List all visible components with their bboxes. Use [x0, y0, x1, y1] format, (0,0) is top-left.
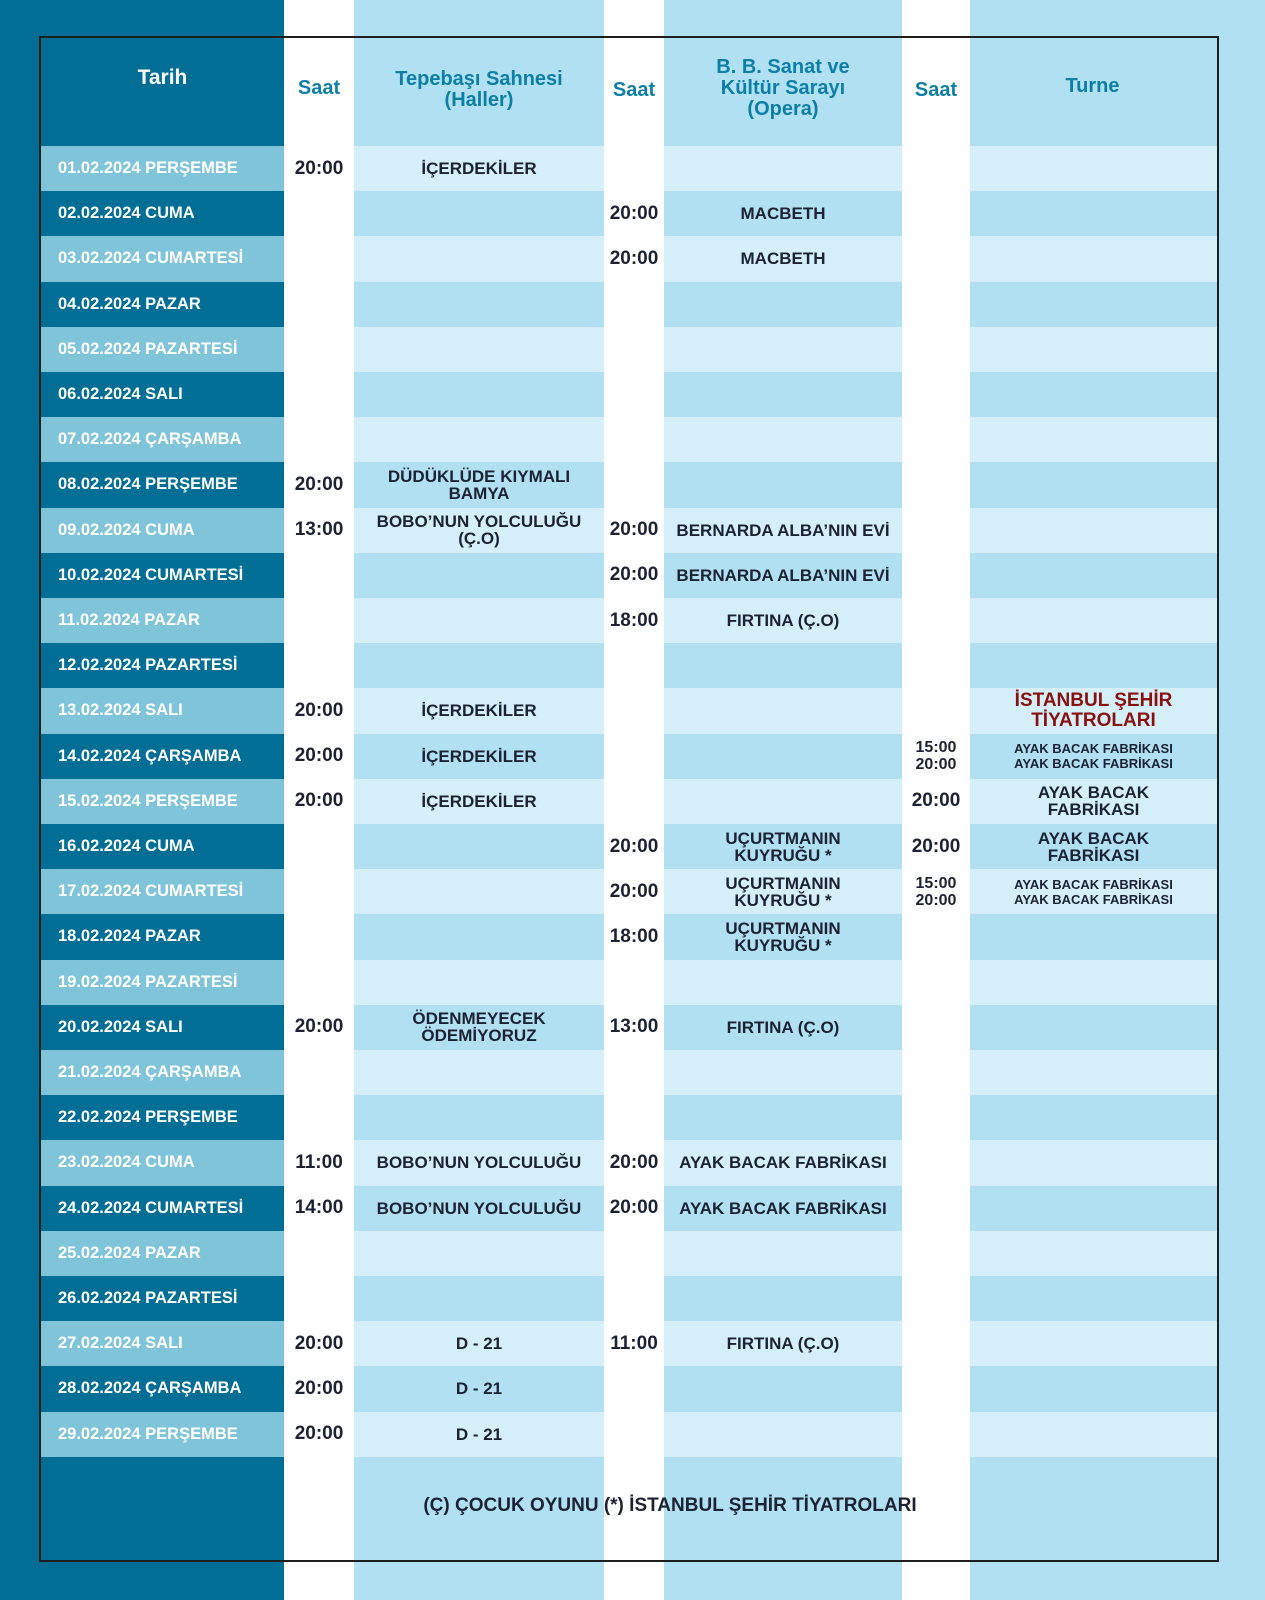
row-venue1-play [354, 236, 604, 281]
row-date: 27.02.2024 SALI [41, 1321, 284, 1366]
row-date: 16.02.2024 CUMA [41, 824, 284, 869]
row-time1 [284, 1095, 354, 1140]
row-time3 [902, 191, 970, 236]
row-venue1-play: D - 21 [354, 1366, 604, 1411]
table-row [41, 191, 1217, 236]
row-venue2-play [664, 1366, 902, 1411]
footer-legend: (Ç) ÇOCUK OYUNU (*) İSTANBUL ŞEHİR TİYATROLARI [423, 1495, 917, 1516]
row-date: 17.02.2024 CUMARTESİ [41, 869, 284, 914]
row-time3 [902, 146, 970, 191]
row-date: 14.02.2024 ÇARŞAMBA [41, 734, 284, 779]
row-venue2-play: MACBETH [664, 191, 902, 236]
row-time2 [604, 688, 664, 733]
row-time1: 20:00 [294, 699, 344, 721]
row-venue2-play: BERNARDA ALBA’NIN EVİ [664, 508, 902, 553]
row-venue1-play [354, 1231, 604, 1276]
table-row [41, 1186, 1217, 1231]
table-row [41, 960, 1217, 1005]
row-venue1-play [354, 643, 604, 688]
row-time3 [902, 643, 970, 688]
row-venue2-play: FIRTINA (Ç.O) [664, 1005, 902, 1050]
row-time3 [902, 1276, 970, 1321]
table-row [41, 643, 1217, 688]
row-time1 [284, 1231, 354, 1276]
row-venue2-play [664, 643, 902, 688]
row-date: 03.02.2024 CUMARTESİ [41, 236, 284, 281]
table-row [41, 1005, 1217, 1050]
row-time2: 11:00 [610, 1332, 658, 1354]
row-venue1-play [354, 282, 604, 327]
table-row [41, 508, 1217, 553]
row-venue2-play [664, 1095, 902, 1140]
row-date: 15.02.2024 PERŞEMBE [41, 779, 284, 824]
row-time2 [604, 327, 664, 372]
row-venue3-play [970, 327, 1217, 372]
row-venue3-play [970, 372, 1217, 417]
row-venue3-play [970, 1140, 1217, 1185]
row-venue1-play: BOBO’NUN YOLCULUĞU [354, 1186, 604, 1231]
row-venue1-play [354, 553, 604, 598]
header-time1: Saat [297, 76, 341, 99]
row-venue3-play [970, 1186, 1217, 1231]
row-venue1-play [354, 824, 604, 869]
row-time1 [284, 960, 354, 1005]
row-time2: 18:00 [609, 609, 659, 631]
row-time1 [284, 643, 354, 688]
row-venue2-play [664, 734, 902, 779]
row-date: 05.02.2024 PAZARTESİ [41, 327, 284, 372]
table-row [41, 1276, 1217, 1321]
row-time1 [284, 417, 354, 462]
row-time3 [902, 462, 970, 507]
row-time2: 20:00 [609, 564, 659, 586]
row-venue2-play [664, 146, 902, 191]
table-row [41, 1321, 1217, 1366]
row-time3 [902, 1095, 970, 1140]
row-time2 [604, 960, 664, 1005]
row-date: 09.02.2024 CUMA [41, 508, 284, 553]
row-time2 [604, 1412, 664, 1457]
table-row [41, 1366, 1217, 1411]
row-time1: 20:00 [294, 1377, 344, 1399]
row-venue3-play [970, 236, 1217, 281]
row-venue2-play [664, 282, 902, 327]
row-venue1-play [354, 1276, 604, 1321]
row-venue2-play [664, 960, 902, 1005]
row-time3: 20:00 [911, 835, 961, 857]
row-venue3-play [970, 960, 1217, 1005]
row-venue3-play [970, 553, 1217, 598]
row-time2 [604, 146, 664, 191]
row-date: 29.02.2024 PERŞEMBE [41, 1412, 284, 1457]
row-venue1-play: İÇERDEKİLER [354, 779, 604, 824]
row-venue1-play [354, 598, 604, 643]
row-venue2-play [664, 417, 902, 462]
row-time1: 20:00 [294, 473, 344, 495]
row-venue3-play [970, 1412, 1217, 1457]
table-row [41, 1050, 1217, 1095]
row-date: 06.02.2024 SALI [41, 372, 284, 417]
row-venue2-play: MACBETH [664, 236, 902, 281]
row-venue1-play [354, 960, 604, 1005]
table-row [41, 282, 1217, 327]
row-time1: 14:00 [294, 1197, 344, 1219]
row-venue3-play [970, 1231, 1217, 1276]
row-venue3-play: İSTANBUL ŞEHİR TİYATROLARI [970, 688, 1217, 733]
row-time2: 20:00 [609, 880, 659, 902]
row-date: 26.02.2024 PAZARTESİ [41, 1276, 284, 1321]
row-time2: 20:00 [609, 202, 659, 224]
row-date: 08.02.2024 PERŞEMBE [41, 462, 284, 507]
row-time2 [604, 734, 664, 779]
row-venue3-play: AYAK BACAK FABRİKASI [970, 824, 1217, 869]
table-row [41, 146, 1217, 191]
row-time1 [284, 191, 354, 236]
row-venue2-play: AYAK BACAK FABRİKASI [664, 1186, 902, 1231]
row-time1 [284, 914, 354, 959]
row-venue3-play [970, 508, 1217, 553]
row-venue1-play [354, 1050, 604, 1095]
row-date: 28.02.2024 ÇARŞAMBA [41, 1366, 284, 1411]
row-venue3-play [970, 598, 1217, 643]
header-time3: Saat [914, 78, 958, 101]
row-time2: 18:00 [609, 925, 659, 947]
row-date: 24.02.2024 CUMARTESİ [41, 1186, 284, 1231]
row-venue2-play [664, 372, 902, 417]
row-time3 [902, 1231, 970, 1276]
row-time2: 20:00 [609, 1197, 659, 1219]
row-venue1-play: İÇERDEKİLER [354, 146, 604, 191]
row-time2: 20:00 [609, 519, 659, 541]
row-date: 13.02.2024 SALI [41, 688, 284, 733]
row-time3 [902, 327, 970, 372]
row-time1 [284, 372, 354, 417]
row-venue3-play [970, 1276, 1217, 1321]
row-time3 [902, 598, 970, 643]
row-venue1-play [354, 191, 604, 236]
row-date: 02.02.2024 CUMA [41, 191, 284, 236]
row-time2 [604, 1276, 664, 1321]
row-venue1-play [354, 1095, 604, 1140]
row-venue1-play [354, 417, 604, 462]
row-time3: 15:00 20:00 [915, 874, 957, 909]
row-venue3-play [970, 1050, 1217, 1095]
row-time1: 20:00 [294, 1423, 344, 1445]
row-time2: 20:00 [609, 247, 659, 269]
row-time2 [604, 1231, 664, 1276]
header-venue2: B. B. Sanat ve Kültür Sarayı (Opera) [716, 55, 850, 120]
row-date: 20.02.2024 SALI [41, 1005, 284, 1050]
row-date: 22.02.2024 PERŞEMBE [41, 1095, 284, 1140]
row-time2 [604, 1050, 664, 1095]
row-time2 [604, 1095, 664, 1140]
row-time1 [284, 1050, 354, 1095]
row-venue2-play [664, 779, 902, 824]
row-venue2-play: AYAK BACAK FABRİKASI [664, 1140, 902, 1185]
row-venue2-play [664, 1276, 902, 1321]
row-venue2-play: BERNARDA ALBA’NIN EVİ [664, 553, 902, 598]
row-time3: 15:00 20:00 [915, 739, 957, 774]
row-time1 [284, 327, 354, 372]
table-row [41, 688, 1217, 733]
row-time1 [284, 553, 354, 598]
row-time2 [604, 1366, 664, 1411]
row-date: 11.02.2024 PAZAR [41, 598, 284, 643]
row-time1 [284, 236, 354, 281]
row-time1 [284, 824, 354, 869]
row-time3 [902, 1005, 970, 1050]
table-row [41, 1412, 1217, 1457]
row-time3 [902, 914, 970, 959]
row-venue2-play: FIRTINA (Ç.O) [664, 1321, 902, 1366]
row-date: 01.02.2024 PERŞEMBE [41, 146, 284, 191]
row-time3 [902, 688, 970, 733]
row-venue2-play [664, 688, 902, 733]
row-venue2-play: FIRTINA (Ç.O) [664, 598, 902, 643]
row-venue2-play [664, 1231, 902, 1276]
row-venue3-play [970, 417, 1217, 462]
row-venue2-play [664, 462, 902, 507]
row-venue2-play: UÇURTMANIN KUYRUĞU * [664, 824, 902, 869]
row-time2 [604, 462, 664, 507]
row-venue1-play: BOBO’NUN YOLCULUĞU (Ç.O) [354, 508, 604, 553]
row-venue1-play: DÜDÜKLÜDE KIYMALI BAMYA [354, 462, 604, 507]
header-date: Tarih [137, 65, 188, 89]
row-date: 21.02.2024 ÇARŞAMBA [41, 1050, 284, 1095]
row-time1 [284, 598, 354, 643]
row-time3 [902, 1321, 970, 1366]
row-venue2-play [664, 1050, 902, 1095]
table-row [41, 869, 1217, 914]
row-venue2-play: UÇURTMANIN KUYRUĞU * [664, 869, 902, 914]
row-venue1-play: D - 21 [354, 1412, 604, 1457]
table-row [41, 914, 1217, 959]
row-time3 [902, 1140, 970, 1185]
row-time1: 20:00 [294, 745, 344, 767]
row-time1: 20:00 [294, 1016, 344, 1038]
table-row [41, 372, 1217, 417]
row-date: 12.02.2024 PAZARTESİ [41, 643, 284, 688]
table-row [41, 598, 1217, 643]
row-time3 [902, 236, 970, 281]
row-venue3-play [970, 1005, 1217, 1050]
table-row [41, 462, 1217, 507]
row-venue2-play: UÇURTMANIN KUYRUĞU * [664, 914, 902, 959]
row-date: 19.02.2024 PAZARTESİ [41, 960, 284, 1005]
row-venue1-play: İÇERDEKİLER [354, 734, 604, 779]
row-venue3-play [970, 1366, 1217, 1411]
row-venue3-play [970, 462, 1217, 507]
row-venue3-play [970, 1095, 1217, 1140]
row-time3 [902, 1366, 970, 1411]
row-venue3-play [970, 282, 1217, 327]
row-venue2-play [664, 1412, 902, 1457]
table-row [41, 1231, 1217, 1276]
row-time1 [284, 869, 354, 914]
row-time3 [902, 1412, 970, 1457]
row-venue1-play: İÇERDEKİLER [354, 688, 604, 733]
header-venue3: Turne [1065, 74, 1120, 97]
row-time2 [604, 779, 664, 824]
row-date: 07.02.2024 ÇARŞAMBA [41, 417, 284, 462]
row-time3: 20:00 [911, 790, 961, 812]
row-time1: 11:00 [295, 1151, 343, 1173]
row-venue2-play [664, 327, 902, 372]
row-venue1-play [354, 914, 604, 959]
row-time1: 20:00 [294, 157, 344, 179]
row-time2: 20:00 [609, 1151, 659, 1173]
row-time1 [284, 1276, 354, 1321]
row-time1: 20:00 [294, 790, 344, 812]
row-venue3-play [970, 191, 1217, 236]
row-time3 [902, 508, 970, 553]
row-time3 [902, 1186, 970, 1231]
row-venue3-play [970, 1321, 1217, 1366]
row-venue3-play [970, 914, 1217, 959]
table-row [41, 824, 1217, 869]
row-time2 [604, 417, 664, 462]
table-row [41, 553, 1217, 598]
row-time3 [902, 282, 970, 327]
row-venue3-play: AYAK BACAK FABRİKASI AYAK BACAK FABRİKASI [970, 869, 1217, 914]
row-date: 04.02.2024 PAZAR [41, 282, 284, 327]
row-venue1-play [354, 327, 604, 372]
row-time2: 20:00 [609, 835, 659, 857]
row-time1: 13:00 [294, 519, 344, 541]
row-time1: 20:00 [294, 1332, 344, 1354]
row-date: 23.02.2024 CUMA [41, 1140, 284, 1185]
row-time3 [902, 372, 970, 417]
row-venue1-play: BOBO’NUN YOLCULUĞU [354, 1140, 604, 1185]
row-time2: 13:00 [609, 1016, 659, 1038]
row-time2 [604, 282, 664, 327]
row-time3 [902, 1050, 970, 1095]
table-row [41, 327, 1217, 372]
row-date: 18.02.2024 PAZAR [41, 914, 284, 959]
row-date: 10.02.2024 CUMARTESİ [41, 553, 284, 598]
row-venue1-play: ÖDENMEYECEK ÖDEMİYORUZ [354, 1005, 604, 1050]
row-venue3-play: AYAK BACAK FABRİKASI [970, 779, 1217, 824]
table-row [41, 1095, 1217, 1140]
row-venue1-play [354, 372, 604, 417]
row-venue3-play: AYAK BACAK FABRİKASI AYAK BACAK FABRİKASI [970, 734, 1217, 779]
header-venue1: Tepebaşı Sahnesi (Haller) [395, 68, 563, 111]
row-time2 [604, 643, 664, 688]
row-date: 25.02.2024 PAZAR [41, 1231, 284, 1276]
row-time3 [902, 960, 970, 1005]
table-row [41, 779, 1217, 824]
table-row [41, 417, 1217, 462]
row-time2 [604, 372, 664, 417]
row-time3 [902, 417, 970, 462]
table-row [41, 236, 1217, 281]
header-time2: Saat [612, 78, 656, 101]
row-venue3-play [970, 643, 1217, 688]
table-row [41, 1140, 1217, 1185]
row-venue1-play: D - 21 [354, 1321, 604, 1366]
row-time3 [902, 553, 970, 598]
table-row [41, 734, 1217, 779]
row-time1 [284, 282, 354, 327]
row-venue3-play [970, 146, 1217, 191]
row-venue1-play [354, 869, 604, 914]
